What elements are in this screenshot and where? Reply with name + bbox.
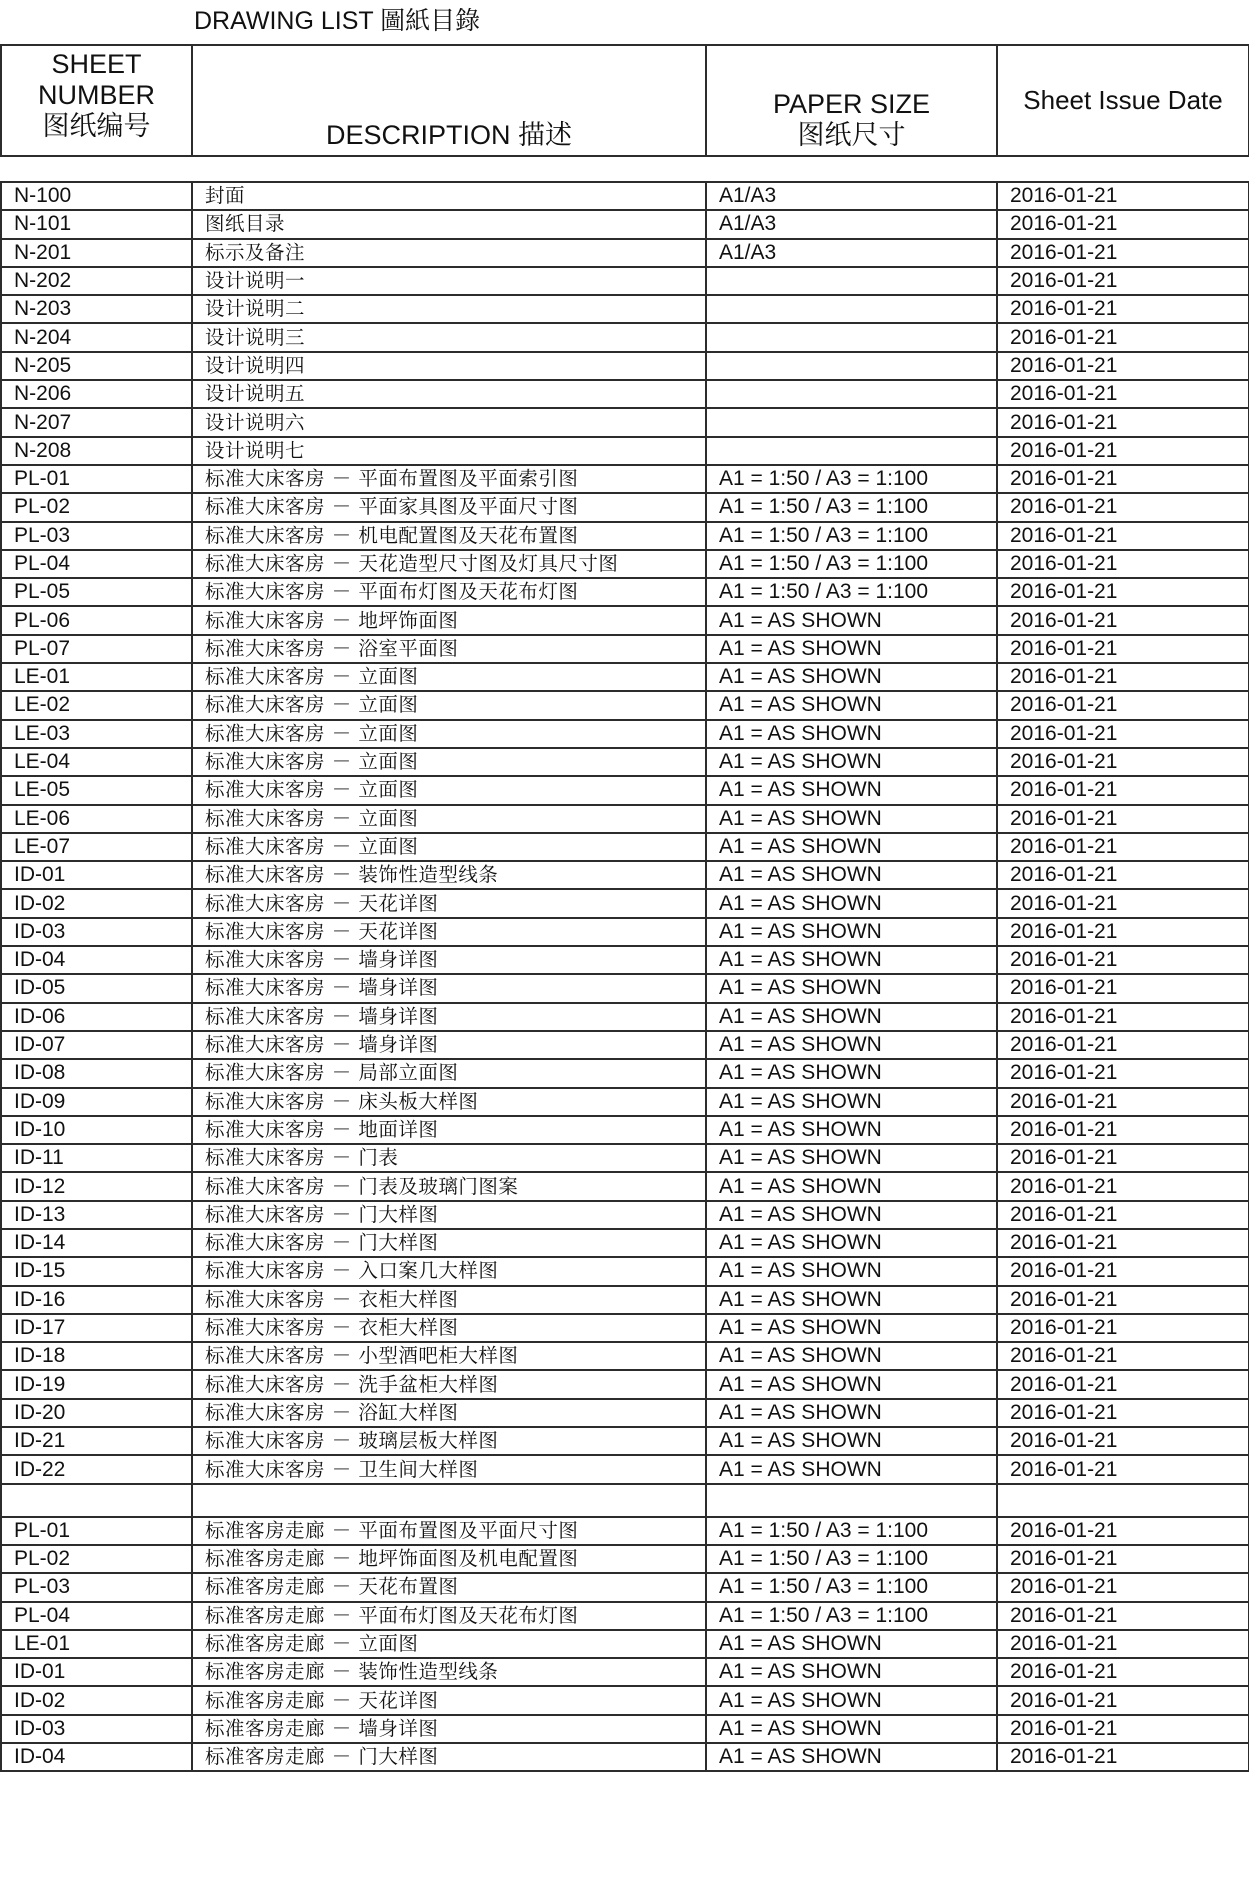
issue-date-cell: 2016-01-21 [997,182,1249,210]
issue-date-cell: 2016-01-21 [997,1715,1249,1743]
header-paper-size [706,45,997,156]
issue-date-cell: 2016-01-21 [997,663,1249,691]
issue-date-cell: 2016-01-21 [997,1427,1249,1455]
issue-date-cell: 2016-01-21 [997,889,1249,917]
sheet-number-cell: ID-13 [1,1201,192,1229]
issue-date-cell: 2016-01-21 [997,1602,1249,1630]
sheet-number-cell: ID-15 [1,1257,192,1285]
table-row [1,352,1249,380]
table-row [1,663,1249,691]
sheet-number-cell: LE-01 [1,1630,192,1658]
issue-date-cell: 2016-01-21 [997,267,1249,295]
paper-size-cell: A1 = AS SHOWN [706,889,997,917]
table-row [1,210,1249,238]
paper-size-cell: A1 = 1:50 / A3 = 1:100 [706,550,997,578]
table-row [1,606,1249,634]
description-cell: 设计说明一 [192,267,706,295]
description-cell [192,1484,706,1517]
issue-date-cell: 2016-01-21 [997,691,1249,719]
description-cell: 标准大床客房 － 立面图 [192,776,706,804]
sheet-number-cell: LE-02 [1,691,192,719]
table-row [1,748,1249,776]
issue-date-cell: 2016-01-21 [997,1743,1249,1771]
table-row [1,267,1249,295]
sheet-number-cell: ID-07 [1,1031,192,1059]
sheet-number-cell: ID-01 [1,861,192,889]
sheet-number-cell: ID-02 [1,1686,192,1714]
description-cell: 设计说明二 [192,295,706,323]
sheet-number-cell: ID-05 [1,974,192,1002]
issue-date-cell: 2016-01-21 [997,550,1249,578]
description-cell: 标准大床客房 － 门大样图 [192,1201,706,1229]
issue-date-cell: 2016-01-21 [997,352,1249,380]
paper-size-cell: A1 = AS SHOWN [706,1229,997,1257]
issue-date-cell: 2016-01-21 [997,1517,1249,1545]
table-row [1,1630,1249,1658]
table-row [1,1517,1249,1545]
table-row [1,1658,1249,1686]
issue-date-cell: 2016-01-21 [997,323,1249,351]
issue-date-cell: 2016-01-21 [997,833,1249,861]
paper-size-cell: A1 = AS SHOWN [706,805,997,833]
paper-size-cell: A1 = AS SHOWN [706,1201,997,1229]
sheet-number-cell: PL-01 [1,465,192,493]
paper-size-cell: A1 = AS SHOWN [706,1455,997,1483]
table-row [1,691,1249,719]
description-cell: 标准大床客房 － 局部立面图 [192,1059,706,1087]
paper-size-cell [706,380,997,408]
issue-date-cell: 2016-01-21 [997,1172,1249,1200]
paper-size-cell: A1 = AS SHOWN [706,1003,997,1031]
paper-size-cell: A1 = AS SHOWN [706,1686,997,1714]
sheet-number-cell: ID-08 [1,1059,192,1087]
table-row [1,1172,1249,1200]
description-cell: 标准客房走廊 － 天花详图 [192,1686,706,1714]
issue-date-cell: 2016-01-21 [997,210,1249,238]
sheet-number-cell: LE-05 [1,776,192,804]
issue-date-cell: 2016-01-21 [997,1257,1249,1285]
issue-date-cell: 2016-01-21 [997,720,1249,748]
table-row [1,805,1249,833]
description-cell: 标准大床客房 － 浴室平面图 [192,635,706,663]
sheet-number-cell: N-201 [1,239,192,267]
description-cell: 标准大床客房 － 立面图 [192,720,706,748]
description-cell: 标准大床客房 － 浴缸大样图 [192,1399,706,1427]
header-sheet-number-en1: SHEET [51,49,142,79]
table-row [1,889,1249,917]
sheet-number-cell: ID-18 [1,1342,192,1370]
issue-date-cell: 2016-01-21 [997,776,1249,804]
issue-date-cell: 2016-01-21 [997,1658,1249,1686]
issue-date-cell: 2016-01-21 [997,1059,1249,1087]
paper-size-cell: A1 = AS SHOWN [706,918,997,946]
table-row [1,1686,1249,1714]
issue-date-cell: 2016-01-21 [997,1144,1249,1172]
description-cell: 标准大床客房 － 入口案几大样图 [192,1257,706,1285]
table-row [1,861,1249,889]
sheet-number-cell: PL-02 [1,493,192,521]
header-issue-date-label: Sheet Issue Date [1023,85,1223,115]
table-row [1,1573,1249,1601]
issue-date-cell: 2016-01-21 [997,493,1249,521]
sheet-number-cell: ID-03 [1,918,192,946]
paper-size-cell: A1 = AS SHOWN [706,833,997,861]
table-row [1,1314,1249,1342]
sheet-number-cell [1,1484,192,1517]
paper-size-cell: A1 = AS SHOWN [706,663,997,691]
paper-size-cell: A1 = AS SHOWN [706,1116,997,1144]
table-row [1,1743,1249,1771]
table-row [1,776,1249,804]
description-cell: 标准客房走廊 － 墙身详图 [192,1715,706,1743]
description-cell: 标准大床客房 － 小型酒吧柜大样图 [192,1342,706,1370]
paper-size-cell: A1 = AS SHOWN [706,946,997,974]
sheet-number-cell: N-100 [1,182,192,210]
issue-date-cell: 2016-01-21 [997,380,1249,408]
description-cell: 标准大床客房 － 装饰性造型线条 [192,861,706,889]
paper-size-cell: A1 = AS SHOWN [706,1257,997,1285]
table-row [1,1399,1249,1427]
table-row [1,833,1249,861]
table-row [1,1059,1249,1087]
issue-date-cell: 2016-01-21 [997,1399,1249,1427]
issue-date-cell: 2016-01-21 [997,1229,1249,1257]
table-row [1,1715,1249,1743]
issue-date-cell: 2016-01-21 [997,1686,1249,1714]
sheet-number-cell: ID-17 [1,1314,192,1342]
issue-date-cell: 2016-01-21 [997,1342,1249,1370]
sheet-number-cell: PL-03 [1,1573,192,1601]
sheet-number-cell: N-101 [1,210,192,238]
drawing-list-body [1,182,1249,1771]
description-cell: 标准大床客房 － 门表及玻璃门图案 [192,1172,706,1200]
description-cell: 标准大床客房 － 平面布灯图及天花布灯图 [192,578,706,606]
header-sheet-number-en2: NUMBER [37,80,155,110]
table-row [1,437,1249,465]
description-cell: 标准客房走廊 － 平面布置图及平面尺寸图 [192,1517,706,1545]
issue-date-cell: 2016-01-21 [997,465,1249,493]
header-table [0,44,1249,157]
issue-date-cell: 2016-01-21 [997,1003,1249,1031]
issue-date-cell: 2016-01-21 [997,1314,1249,1342]
description-cell: 标准大床客房 － 平面布置图及平面索引图 [192,465,706,493]
description-cell: 标准大床客房 － 墙身详图 [192,974,706,1002]
paper-size-cell: A1 = 1:50 / A3 = 1:100 [706,1573,997,1601]
description-cell: 标准大床客房 － 洗手盆柜大样图 [192,1370,706,1398]
table-row [1,1031,1249,1059]
issue-date-cell: 2016-01-21 [997,1545,1249,1573]
description-cell: 设计说明七 [192,437,706,465]
drawing-list-table [0,181,1249,1772]
table-row [1,578,1249,606]
table-row [1,465,1249,493]
issue-date-cell: 2016-01-21 [997,748,1249,776]
issue-date-cell: 2016-01-21 [997,1455,1249,1483]
paper-size-cell [706,295,997,323]
paper-size-cell: A1 = 1:50 / A3 = 1:100 [706,493,997,521]
sheet-number-cell: PL-04 [1,1602,192,1630]
table-row [1,493,1249,521]
sheet-number-cell: ID-22 [1,1455,192,1483]
description-cell: 标准大床客房 － 玻璃层板大样图 [192,1427,706,1455]
header-description [192,45,706,156]
paper-size-cell: A1 = AS SHOWN [706,861,997,889]
sheet-number-cell: ID-04 [1,946,192,974]
sheet-number-cell: ID-09 [1,1088,192,1116]
issue-date-cell: 2016-01-21 [997,1031,1249,1059]
paper-size-cell: A1/A3 [706,210,997,238]
description-cell: 封面 [192,182,706,210]
sheet-number-cell: N-207 [1,408,192,436]
table-row [1,1257,1249,1285]
table-row [1,946,1249,974]
description-cell: 设计说明三 [192,323,706,351]
issue-date-cell: 2016-01-21 [997,1370,1249,1398]
issue-date-cell: 2016-01-21 [997,946,1249,974]
header-issue-date [997,45,1249,156]
table-row [1,522,1249,550]
paper-size-cell: A1 = AS SHOWN [706,1031,997,1059]
issue-date-cell: 2016-01-21 [997,1630,1249,1658]
table-row [1,918,1249,946]
issue-date-cell: 2016-01-21 [997,635,1249,663]
paper-size-cell: A1 = 1:50 / A3 = 1:100 [706,465,997,493]
paper-size-cell [706,437,997,465]
sheet-number-cell: ID-21 [1,1427,192,1455]
paper-size-cell: A1/A3 [706,239,997,267]
sheet-number-cell: N-203 [1,295,192,323]
paper-size-cell: A1 = AS SHOWN [706,1088,997,1116]
description-cell: 标准大床客房 － 平面家具图及平面尺寸图 [192,493,706,521]
issue-date-cell: 2016-01-21 [997,1201,1249,1229]
table-row [1,380,1249,408]
page-title: DRAWING LIST 圖紙目錄 [194,7,481,35]
sheet-number-cell: PL-07 [1,635,192,663]
sheet-number-cell: ID-03 [1,1715,192,1743]
header-paper-size-en: PAPER SIZE [772,89,931,119]
description-cell: 标准大床客房 － 卫生间大样图 [192,1455,706,1483]
description-cell: 标准大床客房 － 天花造型尺寸图及灯具尺寸图 [192,550,706,578]
table-row [1,635,1249,663]
description-cell: 标准大床客房 － 立面图 [192,691,706,719]
sheet-number-cell: N-205 [1,352,192,380]
paper-size-cell [706,408,997,436]
paper-size-cell: A1 = AS SHOWN [706,748,997,776]
issue-date-cell: 2016-01-21 [997,1573,1249,1601]
paper-size-cell [706,267,997,295]
issue-date-cell: 2016-01-21 [997,1286,1249,1314]
description-cell: 标准客房走廊 － 立面图 [192,1630,706,1658]
paper-size-cell: A1 = AS SHOWN [706,1399,997,1427]
paper-size-cell: A1 = AS SHOWN [706,974,997,1002]
sheet-number-cell: PL-01 [1,1517,192,1545]
issue-date-cell: 2016-01-21 [997,295,1249,323]
issue-date-cell: 2016-01-21 [997,805,1249,833]
sheet-number-cell: N-208 [1,437,192,465]
sheet-number-cell: ID-12 [1,1172,192,1200]
description-cell: 图纸目录 [192,210,706,238]
description-cell: 设计说明五 [192,380,706,408]
description-cell: 标准大床客房 － 立面图 [192,663,706,691]
description-cell: 标准大床客房 － 床头板大样图 [192,1088,706,1116]
header-description-label: DESCRIPTION 描述 [325,120,573,150]
table-row [1,1116,1249,1144]
paper-size-cell: A1 = AS SHOWN [706,1743,997,1771]
description-cell: 标准客房走廊 － 天花布置图 [192,1573,706,1601]
table-row [1,1003,1249,1031]
header-row [1,45,1249,156]
table-row [1,1427,1249,1455]
issue-date-cell: 2016-01-21 [997,578,1249,606]
issue-date-cell: 2016-01-21 [997,1088,1249,1116]
paper-size-cell: A1 = 1:50 / A3 = 1:100 [706,522,997,550]
issue-date-cell [997,1484,1249,1517]
sheet-number-cell: LE-06 [1,805,192,833]
issue-date-cell: 2016-01-21 [997,408,1249,436]
table-row [1,1370,1249,1398]
paper-size-cell: A1 = AS SHOWN [706,1314,997,1342]
paper-size-cell [706,352,997,380]
description-cell: 标准大床客房 － 机电配置图及天花布置图 [192,522,706,550]
paper-size-cell: A1/A3 [706,182,997,210]
sheet-number-cell: PL-05 [1,578,192,606]
sheet-number-cell: ID-19 [1,1370,192,1398]
sheet-number-cell: N-206 [1,380,192,408]
paper-size-cell: A1 = AS SHOWN [706,1286,997,1314]
table-row [1,323,1249,351]
paper-size-cell: A1 = AS SHOWN [706,1630,997,1658]
paper-size-cell: A1 = AS SHOWN [706,776,997,804]
table-row [1,408,1249,436]
description-cell: 标准大床客房 － 门大样图 [192,1229,706,1257]
sheet-number-cell: LE-01 [1,663,192,691]
sheet-number-cell: ID-10 [1,1116,192,1144]
sheet-number-cell: ID-04 [1,1743,192,1771]
table-row [1,1545,1249,1573]
blank-row [1,1484,1249,1517]
paper-size-cell: A1 = AS SHOWN [706,1172,997,1200]
sheet-number-cell: LE-03 [1,720,192,748]
issue-date-cell: 2016-01-21 [997,522,1249,550]
sheet-number-cell: ID-06 [1,1003,192,1031]
description-cell: 标准大床客房 － 墙身详图 [192,946,706,974]
description-cell: 标准客房走廊 － 装饰性造型线条 [192,1658,706,1686]
sheet-number-cell: ID-01 [1,1658,192,1686]
issue-date-cell: 2016-01-21 [997,606,1249,634]
description-cell: 标准大床客房 － 天花详图 [192,918,706,946]
description-cell: 标准大床客房 － 地面详图 [192,1116,706,1144]
description-cell: 标准大床客房 － 门表 [192,1144,706,1172]
issue-date-cell: 2016-01-21 [997,861,1249,889]
sheet-number-cell: LE-04 [1,748,192,776]
description-cell: 设计说明六 [192,408,706,436]
sheet-number-cell: ID-20 [1,1399,192,1427]
issue-date-cell: 2016-01-21 [997,974,1249,1002]
table-row [1,1144,1249,1172]
paper-size-cell: A1 = AS SHOWN [706,1144,997,1172]
description-cell: 标示及备注 [192,239,706,267]
table-row [1,1286,1249,1314]
table-row [1,974,1249,1002]
table-row [1,239,1249,267]
sheet-number-cell: PL-03 [1,522,192,550]
description-cell: 标准大床客房 － 天花详图 [192,889,706,917]
sheet-number-cell: ID-02 [1,889,192,917]
sheet-number-cell: ID-16 [1,1286,192,1314]
table-row [1,1201,1249,1229]
sheet-number-cell: PL-04 [1,550,192,578]
issue-date-cell: 2016-01-21 [997,918,1249,946]
table-row [1,1229,1249,1257]
paper-size-cell: A1 = AS SHOWN [706,691,997,719]
table-row [1,1088,1249,1116]
description-cell: 标准客房走廊 － 门大样图 [192,1743,706,1771]
description-cell: 标准客房走廊 － 平面布灯图及天花布灯图 [192,1602,706,1630]
table-row [1,1455,1249,1483]
table-row [1,550,1249,578]
paper-size-cell: A1 = AS SHOWN [706,606,997,634]
table-row [1,1342,1249,1370]
sheet-number-cell: ID-11 [1,1144,192,1172]
description-cell: 标准大床客房 － 衣柜大样图 [192,1286,706,1314]
table-row [1,295,1249,323]
description-cell: 标准客房走廊 － 地坪饰面图及机电配置图 [192,1545,706,1573]
sheet-number-cell: PL-02 [1,1545,192,1573]
table-row [1,720,1249,748]
paper-size-cell: A1 = AS SHOWN [706,1715,997,1743]
paper-size-cell [706,1484,997,1517]
table-row [1,1602,1249,1630]
paper-size-cell: A1 = AS SHOWN [706,1658,997,1686]
sheet-number-cell: N-202 [1,267,192,295]
header-sheet-number-cn: 图纸编号 [42,111,151,141]
paper-size-cell: A1 = AS SHOWN [706,1059,997,1087]
sheet-number-cell: LE-07 [1,833,192,861]
paper-size-cell: A1 = 1:50 / A3 = 1:100 [706,1517,997,1545]
description-cell: 设计说明四 [192,352,706,380]
description-cell: 标准大床客房 － 墙身详图 [192,1003,706,1031]
issue-date-cell: 2016-01-21 [997,1116,1249,1144]
description-cell: 标准大床客房 － 地坪饰面图 [192,606,706,634]
header-sheet-number [1,45,192,156]
issue-date-cell: 2016-01-21 [997,437,1249,465]
description-cell: 标准大床客房 － 立面图 [192,748,706,776]
paper-size-cell: A1 = 1:50 / A3 = 1:100 [706,578,997,606]
sheet-number-cell: PL-06 [1,606,192,634]
description-cell: 标准大床客房 － 衣柜大样图 [192,1314,706,1342]
paper-size-cell: A1 = AS SHOWN [706,1427,997,1455]
header-paper-size-cn: 图纸尺寸 [797,120,906,150]
paper-size-cell [706,323,997,351]
description-cell: 标准大床客房 － 立面图 [192,833,706,861]
description-cell: 标准大床客房 － 墙身详图 [192,1031,706,1059]
paper-size-cell: A1 = AS SHOWN [706,1342,997,1370]
table-row [1,182,1249,210]
description-cell: 标准大床客房 － 立面图 [192,805,706,833]
paper-size-cell: A1 = 1:50 / A3 = 1:100 [706,1602,997,1630]
issue-date-cell: 2016-01-21 [997,239,1249,267]
sheet-number-cell: ID-14 [1,1229,192,1257]
paper-size-cell: A1 = AS SHOWN [706,1370,997,1398]
paper-size-cell: A1 = 1:50 / A3 = 1:100 [706,1545,997,1573]
paper-size-cell: A1 = AS SHOWN [706,720,997,748]
paper-size-cell: A1 = AS SHOWN [706,635,997,663]
sheet-number-cell: N-204 [1,323,192,351]
